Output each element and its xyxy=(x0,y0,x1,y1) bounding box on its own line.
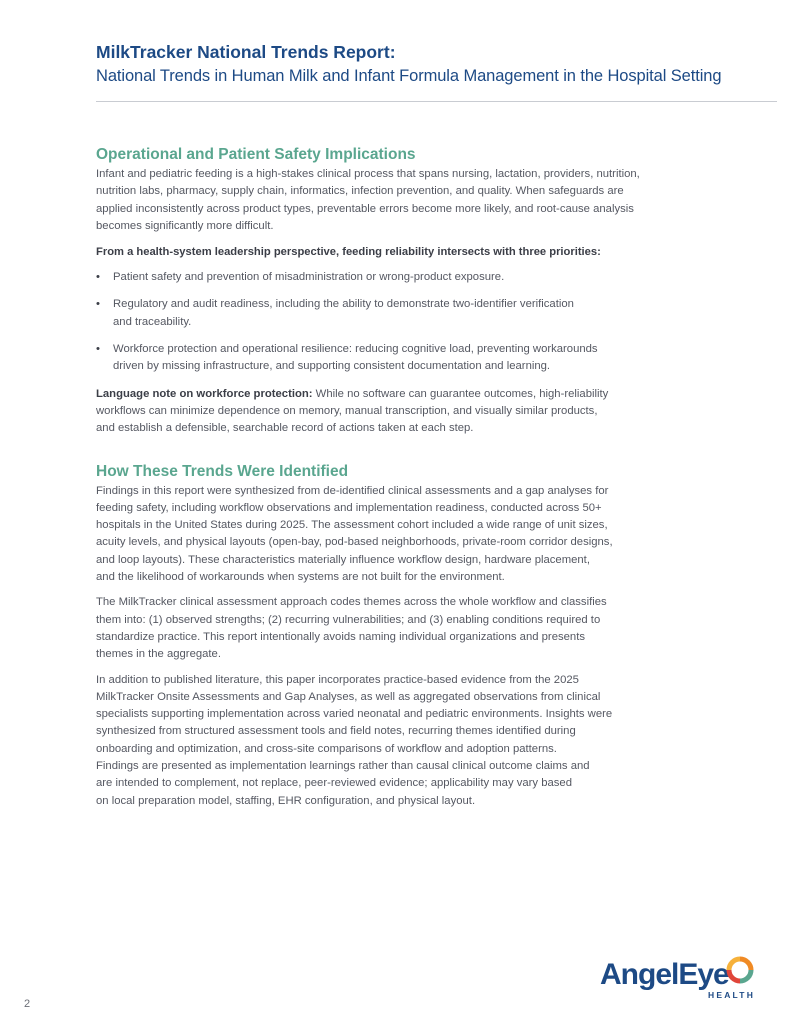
text-line: Regulatory and audit readiness, including the ability to demonstrate two-identifier verification xyxy=(113,298,574,311)
text-line: synthesized from structured assessment tools and field notes, recurring themes identified during xyxy=(96,725,576,738)
text-line: and traceability. xyxy=(113,315,192,328)
text-line: workflows can minimize dependence on memory, manual transcription, and visually similar products, xyxy=(96,404,598,417)
methods-paragraph-3 xyxy=(96,672,696,810)
text-line: and establish a defensible, searchable record of actions taken at each step. xyxy=(96,422,474,435)
methods-paragraph-2 xyxy=(96,594,696,663)
text-line: on local preparation model, staffing, EHR configuration, and physical layout. xyxy=(96,794,476,807)
priorities-list xyxy=(96,269,696,375)
page-number: 2 xyxy=(24,998,31,1010)
list-item xyxy=(96,296,696,331)
text-line: The MilkTracker clinical assessment approach codes themes across the whole workflow and classifies xyxy=(96,596,607,609)
angeleye-health-logo xyxy=(600,958,760,1002)
text-line: are intended to complement, not replace, peer-reviewed evidence; applicability may vary based xyxy=(96,777,572,790)
text-line: becomes significantly more difficult. xyxy=(96,219,274,232)
logo-eye-text: Ey xyxy=(678,958,714,991)
report-title: MilkTracker National Trends Report: xyxy=(96,42,396,62)
text-line: Findings are presented as implementation learnings rather than causal clinical outcome claims and xyxy=(96,760,590,773)
page-content xyxy=(96,144,696,810)
text-line: and the likelihood of workarounds when systems are not built for the environment. xyxy=(96,571,505,584)
methods-section xyxy=(96,461,696,810)
text-line: Workforce protection and operational resilience: reducing cognitive load, preventing workarounds xyxy=(113,343,598,356)
text-line: acuity levels, and physical layouts (open-bay, pod-based neighborhoods, private-room corridor designs, xyxy=(96,536,613,549)
text-line: specialists supporting implementation across varied neonatal and pediatric environments. Insights were xyxy=(96,708,613,721)
workforce-note xyxy=(96,386,696,438)
section-heading-methods: How These Trends Were Identified xyxy=(96,462,349,480)
text-line: hospitals in the United States during 2025. The assessment cohort included a wide range of unit sizes, xyxy=(96,519,608,532)
priorities-lead: From a health-system leadership perspective, feeding reliability intersects with three priorities: xyxy=(96,246,601,259)
bullet-icon: • xyxy=(96,343,100,356)
text-line: While no software can guarantee outcomes, high-reliability xyxy=(312,387,609,400)
text-line: feeding safety, including workflow observations and implementation readiness, conducted across 50+ xyxy=(96,501,602,514)
report-subtitle: National Trends in Human Milk and Infant Formula Management in the Hospital Setting xyxy=(96,67,722,85)
text-line: Findings in this report were synthesized from de-identified clinical assessments and a gap analyses for xyxy=(96,484,609,497)
eye-ring-icon xyxy=(726,956,754,984)
bullet-icon: • xyxy=(96,298,100,311)
logo-angel-text: Angel xyxy=(600,958,679,991)
list-item xyxy=(96,269,696,286)
text-line: nutrition labs, pharmacy, supply chain, informatics, infection prevention, and quality. When safeguards are xyxy=(96,185,624,198)
header-divider xyxy=(96,101,777,102)
text-line: themes in the aggregate. xyxy=(96,648,221,661)
text-line: onboarding and optimization, and cross-site comparisons of workflow and adoption patterns. xyxy=(96,742,557,755)
text-line: standardize practice. This report intentionally avoids naming individual organizations and presents xyxy=(96,630,585,643)
text-line: Patient safety and prevention of misadministration or wrong-product exposure. xyxy=(113,271,505,284)
text-line: MilkTracker Onsite Assessments and Gap Analyses, as well as aggregated observations from clinical xyxy=(96,690,601,703)
bullet-icon: • xyxy=(96,271,100,284)
text-line: and loop layouts). These characteristics materially influence workflow design, hardware placement, xyxy=(96,553,590,566)
logo-e-text: e xyxy=(713,958,729,991)
safety-paragraph xyxy=(96,166,696,235)
text-line: In addition to published literature, this paper incorporates practice-based evidence from the 2025 xyxy=(96,673,579,686)
methods-paragraph-1 xyxy=(96,483,696,587)
section-heading-safety: Operational and Patient Safety Implications xyxy=(96,146,416,163)
text-line: Infant and pediatric feeding is a high-stakes clinical process that spans nursing, lactation, providers, nutrition, xyxy=(96,168,640,180)
report-header xyxy=(96,41,786,87)
text-line: them into: (1) observed strengths; (2) recurring vulnerabilities; and (3) enabling conditions required to xyxy=(96,613,601,626)
list-item xyxy=(96,341,696,376)
note-label: Language note on workforce protection: xyxy=(96,387,313,400)
text-line: driven by missing infrastructure, and supporting consistent documentation and learning. xyxy=(113,360,551,373)
text-line: applied inconsistently across product types, preventable errors become more likely, and root-cause analysis xyxy=(96,202,634,215)
logo-health-text: HEALTH xyxy=(708,990,756,1000)
